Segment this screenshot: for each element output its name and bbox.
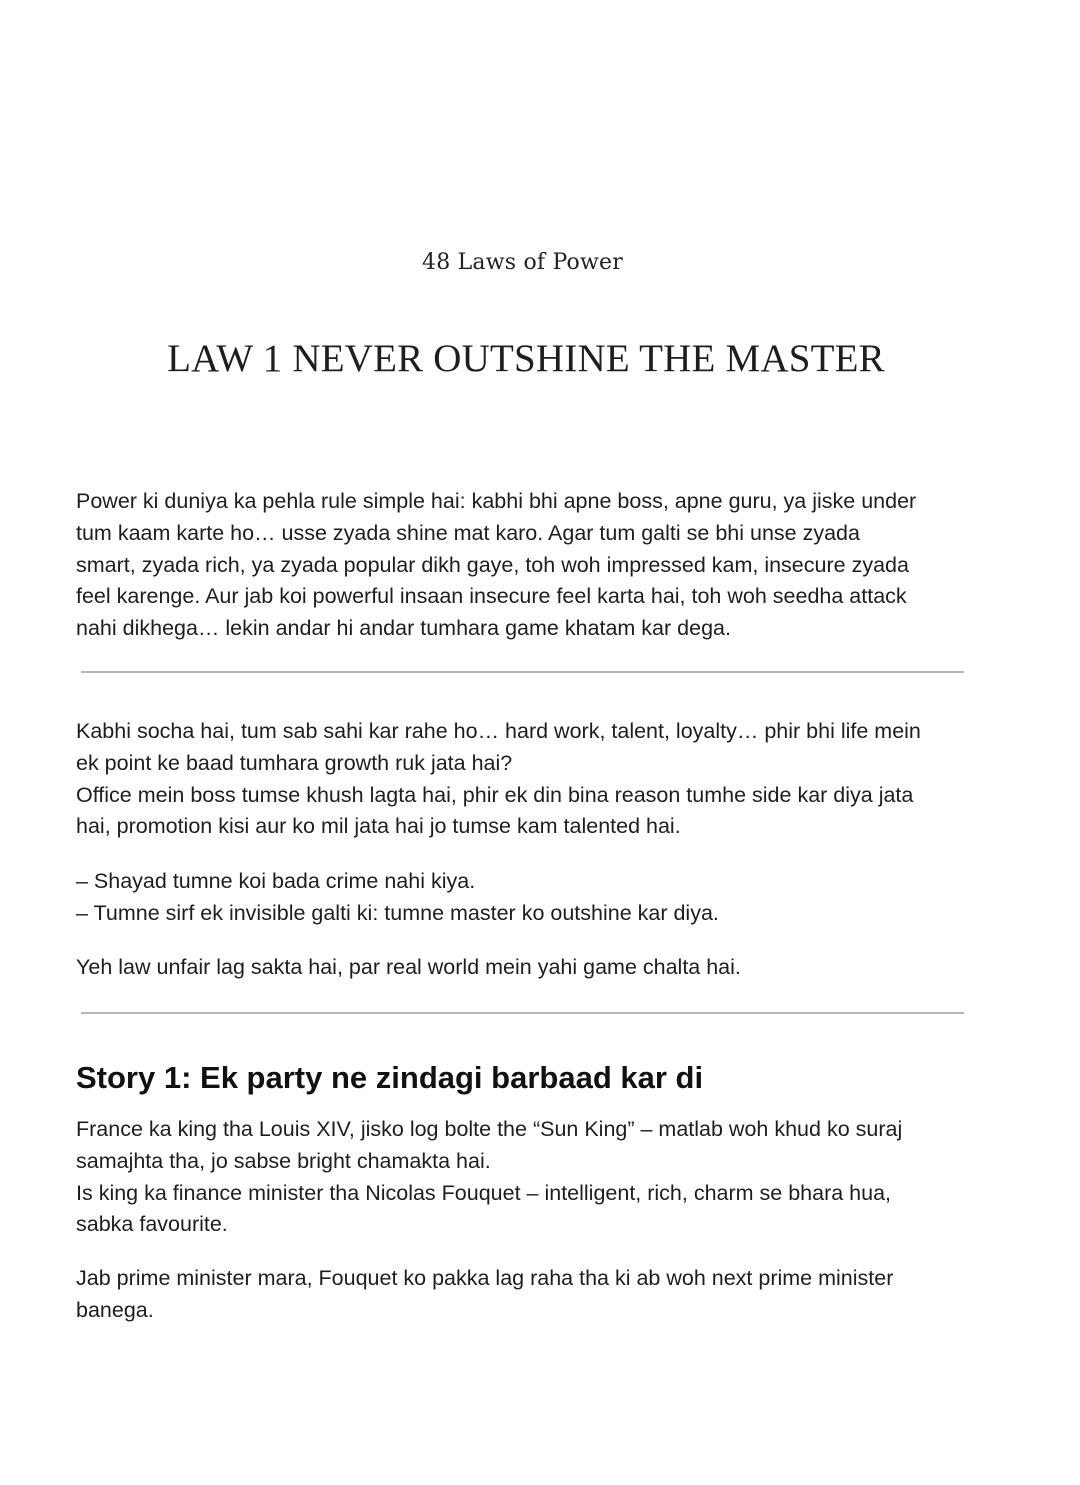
intro-line: tum kaam karte ho… usse zyada shine mat karo. Agar tum galti se bhi unse zyada bbox=[76, 520, 860, 545]
closing-paragraph bbox=[76, 952, 976, 984]
law-title: LAW 1 NEVER OUTSHINE THE MASTER bbox=[167, 337, 885, 380]
intro-paragraph bbox=[76, 486, 976, 645]
closing-line: Yeh law unfair lag sakta hai, par real world mein yahi game chalta hai. bbox=[76, 955, 741, 979]
bullet-item: – Shayad tumne koi bada crime nahi kiya. bbox=[76, 869, 476, 893]
bullet-item: – Tumne sirf ek invisible galti ki: tumne master ko outshine kar diya. bbox=[76, 900, 719, 925]
intro-line: smart, zyada rich, ya zyada popular dikh gaye, toh woh impressed kam, insecure zyada bbox=[76, 552, 909, 577]
story-line: banega. bbox=[76, 1297, 154, 1322]
bullet-list bbox=[76, 866, 976, 930]
question-paragraph bbox=[76, 716, 976, 843]
story-line: France ka king tha Louis XIV, jisko log bolte the “Sun King” – matlab woh khud ko suraj bbox=[76, 1117, 903, 1141]
question-line: Kabhi socha hai, tum sab sahi kar rahe ho… hard work, talent, loyalty… phir bhi life mein bbox=[76, 719, 921, 743]
story-line: samajhta tha, jo sabse bright chamakta hai. bbox=[76, 1148, 491, 1173]
intro-line: nahi dikhega… lekin andar hi andar tumhara game khatam kar dega. bbox=[76, 616, 731, 641]
intro-line: Power ki duniya ka pehla rule simple hai: kabhi bhi apne boss, apne guru, ya jiske under bbox=[76, 489, 917, 513]
section-divider bbox=[81, 671, 964, 673]
question-line: ek point ke baad tumhara growth ruk jata hai? bbox=[76, 750, 513, 775]
story-paragraph-2 bbox=[76, 1263, 976, 1327]
section-divider bbox=[81, 1012, 964, 1014]
story-line: Jab prime minister mara, Fouquet ko pakka lag raha tha ki ab woh next prime minister bbox=[76, 1266, 894, 1290]
intro-line: feel karenge. Aur jab koi powerful insaan insecure feel karta hai, toh woh seedha attack bbox=[76, 584, 907, 609]
story-line: Is king ka finance minister tha Nicolas Fouquet – intelligent, rich, charm se bhara hua, bbox=[76, 1180, 892, 1205]
question-line: Office mein boss tumse khush lagta hai, phir ek din bina reason tumhe side kar diya jata bbox=[76, 782, 914, 807]
story-paragraph-1 bbox=[76, 1114, 976, 1241]
story-line: sabka favourite. bbox=[76, 1212, 228, 1237]
book-title: 48 Laws of Power bbox=[422, 250, 623, 275]
story-heading: Story 1: Ek party ne zindagi barbaad kar di bbox=[76, 1060, 704, 1095]
question-line: hai, promotion kisi aur ko mil jata hai jo tumse kam talented hai. bbox=[76, 814, 681, 839]
